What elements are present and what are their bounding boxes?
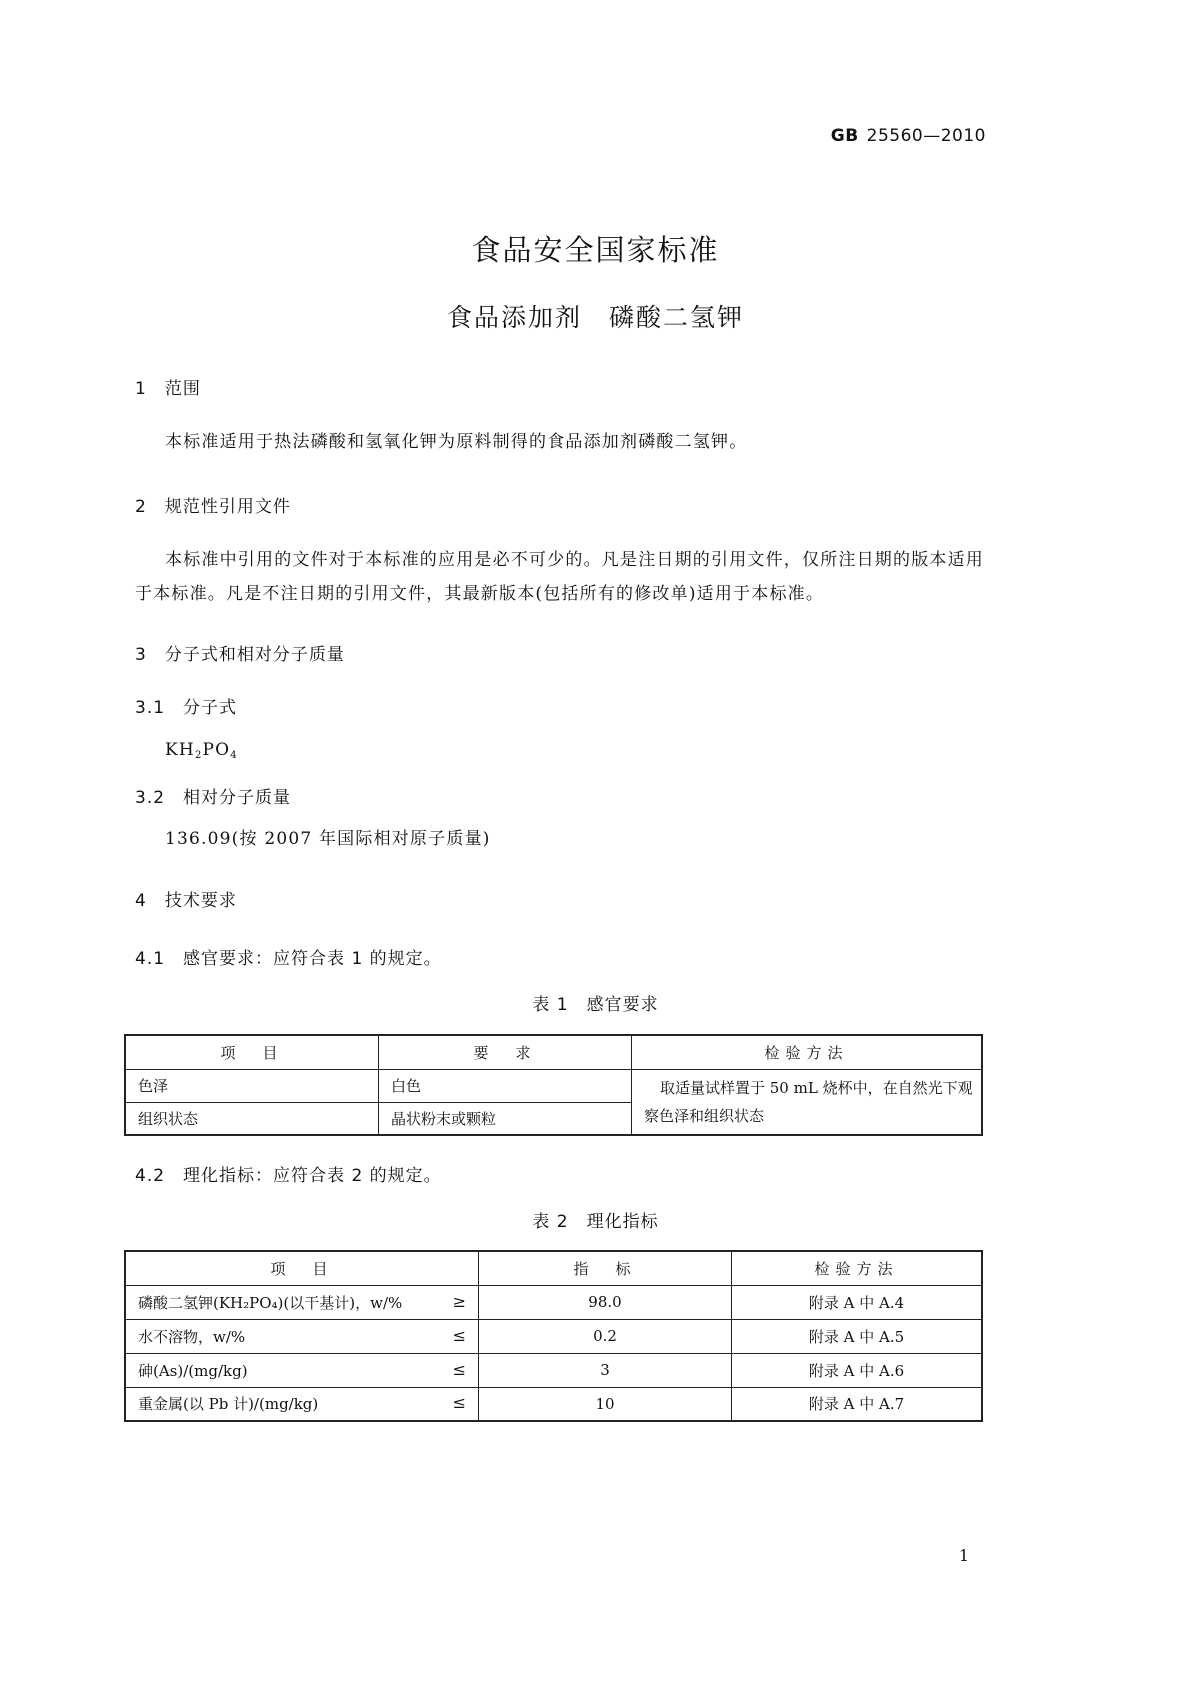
table-2-cell-item	[125, 1387, 479, 1421]
table-2-header-value: 指 标	[479, 1251, 732, 1285]
section-1-text: 本标准适用于热法磷酸和氢氧化钾为原料制得的食品添加剂磷酸二氢钾。	[165, 432, 748, 452]
table-1-cell-method: 取适量试样置于 50 mL 烧杯中，在自然光下观察色泽和组织状态	[632, 1069, 983, 1135]
section-4-1-heading: 4.1 感官要求：应符合表 1 的规定。	[135, 949, 442, 969]
table-row	[125, 1069, 982, 1102]
section-3-2-heading: 3.2 相对分子质量	[135, 788, 292, 808]
standard-code-number: 25560—2010	[866, 126, 986, 146]
table-row	[125, 1387, 982, 1421]
relative-molecular-mass: 136.09(按 2007 年国际相对原子质量)	[165, 829, 491, 849]
section-2-text: 本标准中引用的文件对于本标准的应用是必不可少的。凡是注日期的引用文件，仅所注日期的版本适用于本标准。凡是不注日期的引用文件，其最新版本(包括所有的修改单)适用于本标准。	[135, 550, 984, 604]
comparison-symbol: ≤	[452, 1359, 466, 1379]
table-2-cell-method: 附录 A 中 A.7	[732, 1387, 983, 1421]
molecular-formula	[165, 733, 238, 773]
section-4-heading: 4 技术要求	[135, 891, 237, 911]
table-physicochemical-indices	[124, 1250, 983, 1422]
formula-part-po: PO	[202, 740, 231, 760]
table-2-cell-method: 附录 A 中 A.4	[732, 1285, 983, 1319]
table-2-item-label: 磷酸二氢钾(KH₂PO₄)(以干基计)，w/%	[138, 1293, 403, 1312]
table-2-cell-item	[125, 1285, 479, 1319]
table-2-header-item: 项 目	[125, 1251, 479, 1285]
table-1-caption: 表 1 感官要求	[532, 995, 659, 1015]
table-2-header-method: 检验方法	[732, 1251, 983, 1285]
table-2-cell-item	[125, 1319, 479, 1353]
table-2-item-label: 水不溶物，w/%	[138, 1327, 246, 1346]
table-2-item-label: 重金属(以 Pb 计)/(mg/kg)	[138, 1395, 319, 1414]
table-sensory-requirements	[124, 1034, 983, 1136]
page-number: 1	[958, 1546, 969, 1565]
table-2-cell-item	[125, 1353, 479, 1387]
table-row	[125, 1285, 982, 1319]
comparison-symbol: ≥	[452, 1291, 466, 1311]
comparison-symbol: ≤	[452, 1393, 466, 1413]
table-2-cell-method: 附录 A 中 A.6	[732, 1353, 983, 1387]
formula-subscript-h: 2	[194, 750, 203, 761]
table-2-cell-value: 3	[479, 1353, 732, 1387]
section-2-heading: 2 规范性引用文件	[135, 497, 291, 517]
document-subtitle: 食品添加剂 磷酸二氢钾	[446, 303, 744, 332]
table-1-cell-requirement: 晶状粉末或颗粒	[379, 1102, 632, 1135]
formula-subscript-o: 4	[230, 750, 238, 761]
standard-code	[831, 126, 986, 146]
table-2-cell-value: 0.2	[479, 1319, 732, 1353]
table-1-cell-item: 组织状态	[125, 1102, 379, 1135]
table-2-item-label: 砷(As)/(mg/kg)	[138, 1361, 248, 1380]
section-3-1-heading: 3.1 分子式	[135, 698, 238, 718]
table-2-caption: 表 2 理化指标	[532, 1212, 659, 1232]
comparison-symbol: ≤	[452, 1325, 466, 1345]
table-1-header-item: 项 目	[125, 1035, 379, 1069]
formula-part-kh: KH	[165, 740, 195, 760]
standard-code-prefix: GB	[830, 126, 859, 146]
table-1-cell-requirement: 白色	[379, 1069, 632, 1102]
document-title: 食品安全国家标准	[471, 233, 720, 267]
table-row	[125, 1319, 982, 1353]
table-2-cell-value: 98.0	[479, 1285, 732, 1319]
table-2-cell-method: 附录 A 中 A.5	[732, 1319, 983, 1353]
table-2-cell-value: 10	[479, 1387, 732, 1421]
table-1-header-requirement: 要 求	[379, 1035, 632, 1069]
section-3-heading: 3 分子式和相对分子质量	[135, 645, 345, 665]
table-row	[125, 1353, 982, 1387]
table-1-header-method: 检验方法	[632, 1035, 983, 1069]
section-1-heading: 1 范围	[135, 379, 201, 399]
table-1-cell-item: 色泽	[125, 1069, 379, 1102]
section-4-2-heading: 4.2 理化指标：应符合表 2 的规定。	[135, 1166, 442, 1186]
